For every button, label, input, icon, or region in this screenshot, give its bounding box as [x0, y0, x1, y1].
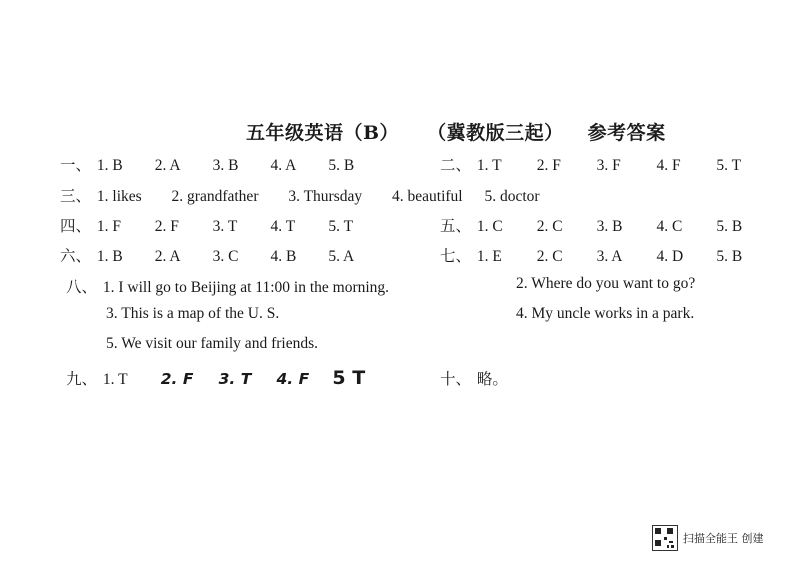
section-label: 一、 [60, 157, 92, 174]
section-label: 二、 [440, 157, 472, 174]
section-6 [60, 244, 354, 266]
answer-item: 4. beautiful [392, 188, 463, 205]
scanner-watermark [652, 526, 764, 550]
section-9 [66, 367, 365, 389]
answer-sentence: 1. I will go to Beijing at 11:00 in the morning. [102, 279, 390, 296]
answer-item: 1. likes [96, 188, 142, 205]
answer-item: 1. E [476, 248, 502, 265]
section-4 [60, 214, 353, 236]
answer-item: 5. B [328, 157, 355, 174]
section-label: 四、 [60, 218, 92, 235]
answer-item: 3. T [218, 370, 252, 388]
answer-item: 5. T [328, 218, 354, 235]
section-label: 八、 [66, 279, 98, 296]
answer-item: 1. T [476, 157, 502, 174]
answer-item: 5. T [716, 157, 742, 174]
answer-item: 5. B [716, 248, 743, 265]
answer-item: 5. doctor [484, 188, 540, 205]
answer-item: 2. C [536, 248, 563, 265]
section-label: 五、 [440, 218, 472, 235]
answer-item: 5. A [328, 248, 355, 265]
answer-sentence: 5. We visit our family and friends. [106, 335, 318, 352]
section-2 [440, 153, 741, 175]
answer-item: 4. B [270, 248, 297, 265]
answer-item: 3. B [212, 157, 239, 174]
answer-item: 4. F [276, 370, 310, 388]
answer-item: 4. C [656, 218, 683, 235]
section-8-q2 [516, 275, 695, 293]
answer-item: 2. F [154, 218, 179, 235]
answer-item: 3. A [596, 248, 623, 265]
answer-item: 3. C [212, 248, 239, 265]
section-label: 十、 [440, 371, 472, 388]
title-edition: （冀教版三起） [427, 122, 564, 144]
answer-item: 1. F [96, 218, 122, 235]
answer-item: 2. A [154, 248, 181, 265]
answer-item: 2. A [154, 157, 181, 174]
answer-sentence: 4. My uncle works in a park. [516, 305, 695, 322]
answer-item: 3. F [596, 157, 621, 174]
answer-item-handwritten: 5 T [332, 367, 366, 389]
answer-sentence: 3. This is a map of the U. S. [106, 305, 280, 322]
answer-item: 3. B [596, 218, 623, 235]
answer-sentence: 2. Where do you want to go? [516, 275, 696, 292]
answer-item: 5. B [716, 218, 743, 235]
section-8-line-1 [66, 275, 389, 297]
answer-item: 3. T [212, 218, 238, 235]
answer-item: 4. D [656, 248, 684, 265]
section-label: 九、 [66, 371, 98, 388]
section-label: 三、 [60, 188, 92, 205]
answer-item: 2. C [536, 218, 563, 235]
answer-item: 4. A [270, 157, 297, 174]
answer-item: 1. B [96, 248, 123, 265]
answer-item: 2. F [536, 157, 561, 174]
section-3 [60, 184, 540, 206]
answer-item: 2. grandfather [171, 188, 259, 205]
qr-code-icon [652, 525, 678, 551]
page-title [246, 118, 666, 145]
section-8-q5 [106, 335, 318, 353]
answer-note: 略。 [476, 371, 508, 388]
answer-item: 1. T [102, 371, 128, 388]
title-answer-key: 参考答案 [587, 122, 666, 144]
answer-item: 4. F [656, 157, 681, 174]
answer-item: 4. T [270, 218, 296, 235]
answer-item: 3. Thursday [288, 188, 363, 205]
section-8-q4 [516, 305, 694, 323]
section-10 [440, 367, 508, 389]
answer-item: 2. F [160, 370, 194, 388]
answer-item: 1. B [96, 157, 123, 174]
section-label: 七、 [440, 248, 472, 265]
section-5 [440, 214, 742, 236]
answer-item: 1. C [476, 218, 503, 235]
section-1 [60, 153, 354, 175]
section-7 [440, 244, 742, 266]
section-8-q3 [106, 305, 279, 323]
section-label: 六、 [60, 248, 92, 265]
watermark-text: 扫描全能王 创建 [683, 532, 764, 545]
title-subject: 五年级英语（B） [246, 122, 400, 144]
